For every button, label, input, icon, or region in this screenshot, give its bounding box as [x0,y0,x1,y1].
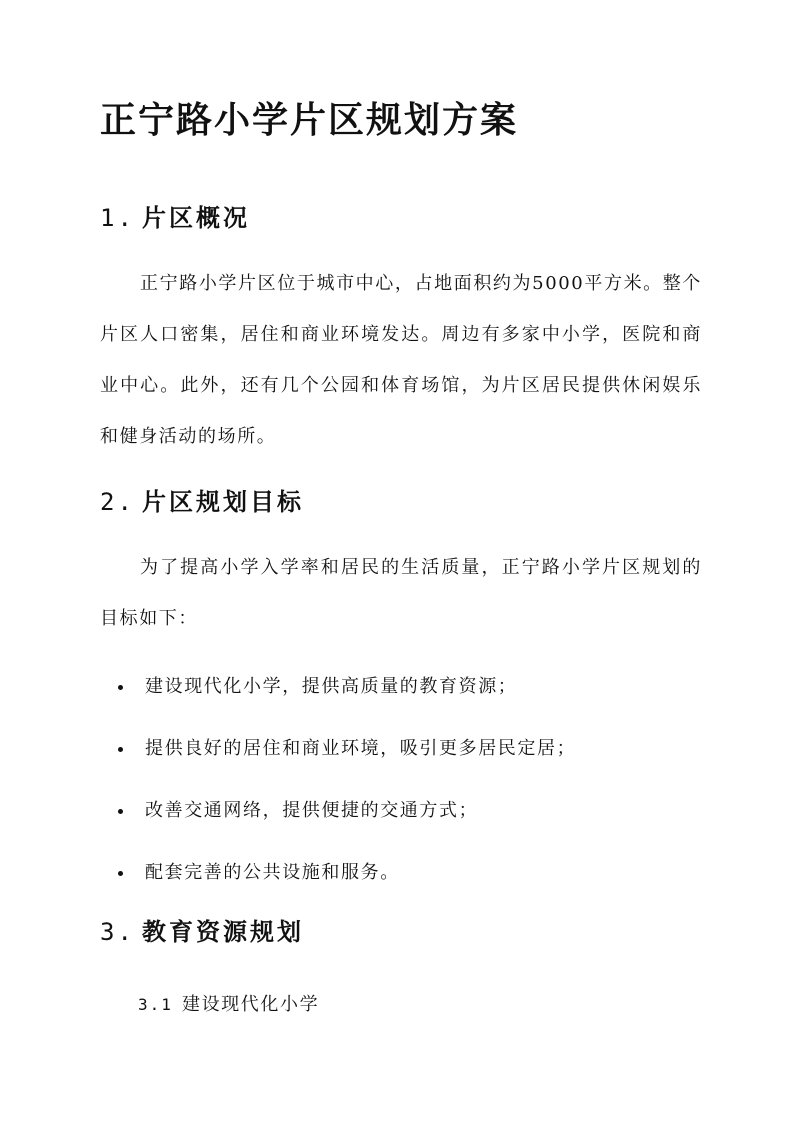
subsection-heading-3-1 [138,990,319,1016]
section-number: 3. [100,918,135,946]
bullet-icon [118,871,123,876]
list-item [118,656,576,718]
section-number: 1. [100,204,135,232]
section-heading-1 [100,198,250,233]
section-title: 片区规划目标 [142,487,304,516]
bullet-icon [118,809,123,814]
list-item-text: 配套完善的公共设施和服务。 [145,862,400,883]
subsection-title: 建设现代化小学 [182,994,320,1015]
section-title: 片区概况 [142,203,250,232]
list-item [118,780,576,842]
section-number: 2. [100,488,135,516]
bullet-icon [118,747,123,752]
section-heading-3 [100,912,304,947]
section-heading-2 [100,482,304,517]
document-title: 正宁路小学片区规划方案 [100,99,519,141]
list-item-text: 建设现代化小学，提供高质量的教育资源； [145,676,518,697]
section-paragraph-1: 正宁路小学片区位于城市中心，占地面积约为5000平方米。整个片区人口密集，居住和商业环境发达。周边有多家中小学，医院和商业中心。此外，还有几个公园和体育场馆，为片区居民提供休闲娱乐和健身活动的场所。 [100,273,702,447]
section-paragraph-2: 为了提高小学入学率和居民的生活质量，正宁路小学片区规划的目标如下： [100,557,702,629]
list-item [118,842,576,904]
section-title: 教育资源规划 [142,917,304,946]
list-item [118,718,576,780]
bullet-icon [118,685,123,690]
goals-list [118,656,576,904]
list-item-text: 提供良好的居住和商业环境，吸引更多居民定居； [145,738,577,759]
list-item-text: 改善交通网络，提供便捷的交通方式； [145,800,479,821]
subsection-number: 3.1 [138,995,173,1014]
